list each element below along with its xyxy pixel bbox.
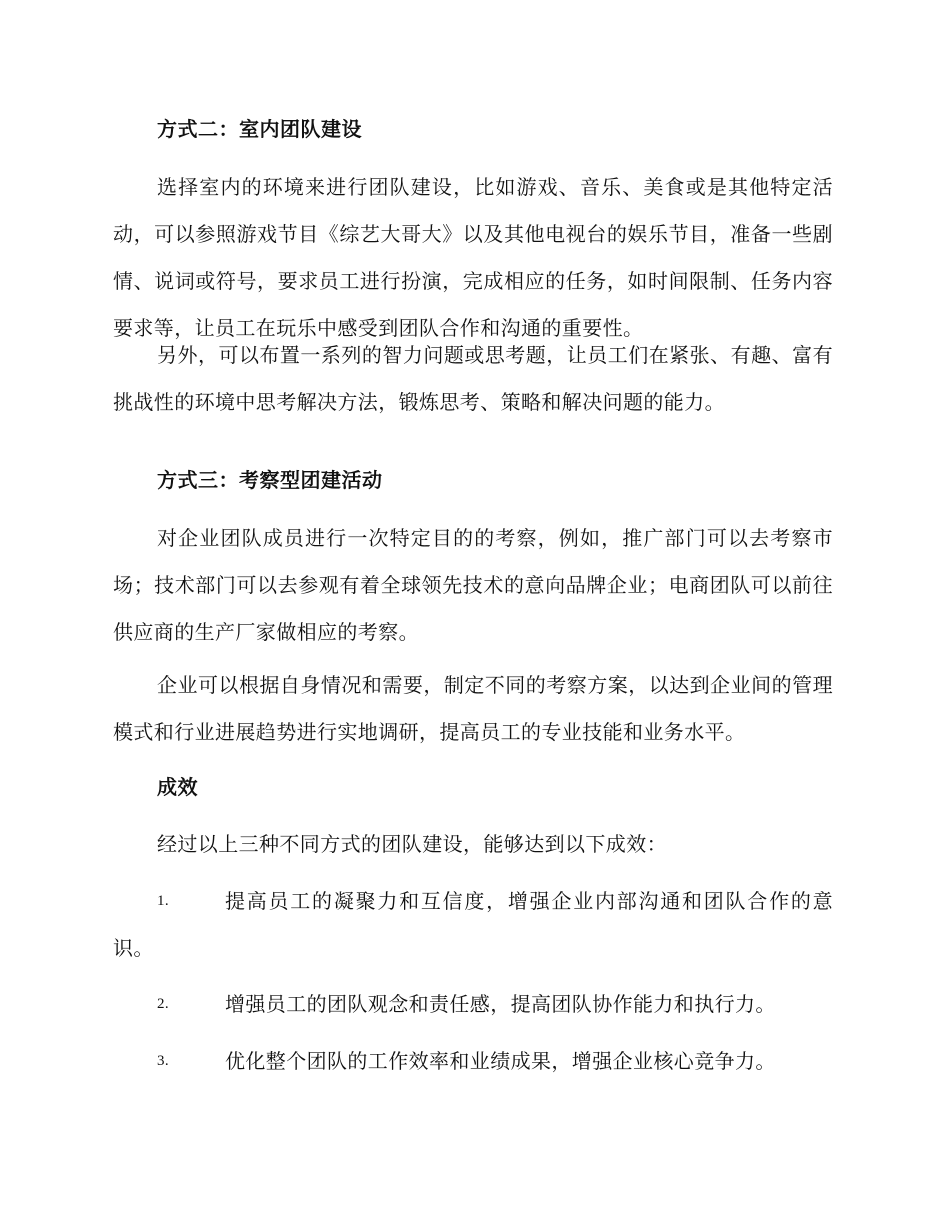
list-number: 2. <box>157 996 170 1012</box>
method3-heading: 方式三：考察型团建活动 <box>157 468 383 492</box>
list-item <box>113 981 833 1028</box>
list-item <box>113 878 833 972</box>
list-text: 优化整个团队的工作效率和业绩成果，增强企业核心竞争力。 <box>225 1049 776 1073</box>
list-text: 增强员工的团队观念和责任感，提高团队协作能力和执行力。 <box>225 992 776 1016</box>
method3-paragraph-2: 企业可以根据自身情况和需要，制定不同的考察方案，以达到企业间的管理模式和行业进展趋势进行实地调研，提高员工的专业技能和业务水平。 <box>113 673 833 744</box>
results-intro: 经过以上三种不同方式的团队建设，能够达到以下成效： <box>157 832 667 856</box>
method3-paragraph-1: 对企业团队成员进行一次特定目的的考察，例如，推广部门可以去考察市场；技术部门可以去参观有着全球领先技术的意向品牌企业；电商团队可以前往供应商的生产厂家做相应的考察。 <box>113 526 833 644</box>
method2-paragraph-2: 另外，可以布置一系列的智力问题或思考题，让员工们在紧张、有趣、富有挑战性的环境中思考解决方法，锻炼思考、策略和解决问题的能力。 <box>113 343 833 414</box>
method2-heading: 方式二：室内团队建设 <box>157 117 362 141</box>
method2-paragraph-1: 选择室内的环境来进行团队建设，比如游戏、音乐、美食或是其他特定活动，可以参照游戏节目《综艺大哥大》以及其他电视台的娱乐节目，准备一些剧情、说词或符号，要求员工进行扮演，完成相应的任务，如时间限制、任务内容要求等，让员工在玩乐中感受到团队合作和沟通的重要性。 <box>113 175 833 340</box>
list-item <box>113 1038 833 1085</box>
list-number: 3. <box>157 1053 170 1069</box>
list-number: 1. <box>157 893 170 909</box>
results-heading: 成效 <box>157 775 198 799</box>
list-text: 提高员工的凝聚力和互信度，增强企业内部沟通和团队合作的意识。 <box>113 889 833 960</box>
